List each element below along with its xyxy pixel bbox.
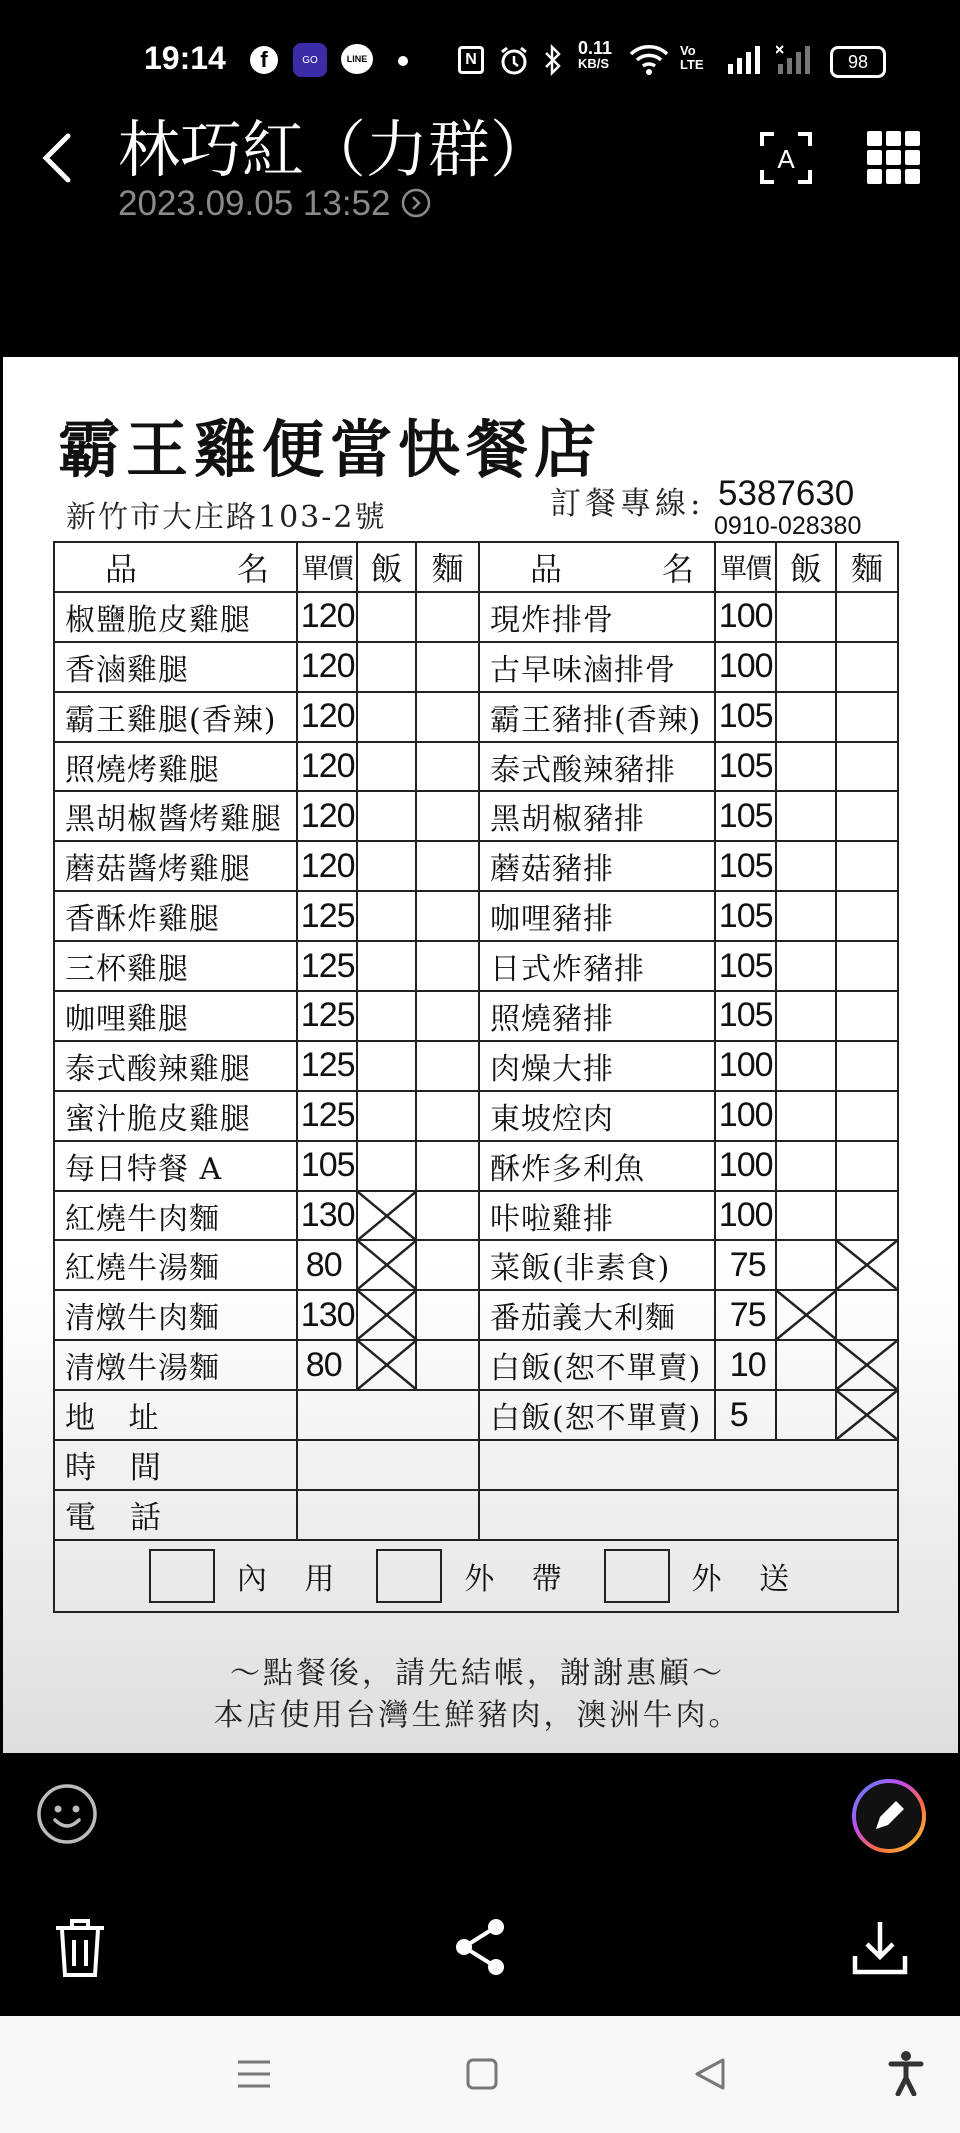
option-label: 外 帶: [464, 1561, 576, 1597]
item-price: 100: [715, 1041, 776, 1091]
menu-row: [54, 1290, 898, 1340]
noodle-cell: [416, 1041, 479, 1091]
item-name: 香酥炸雞腿: [54, 891, 297, 941]
rice-cell: [776, 742, 837, 792]
item-price: 125: [297, 891, 357, 941]
noodle-cell: [836, 642, 898, 692]
item-price: 125: [297, 1041, 357, 1091]
info-value-address: [297, 1390, 479, 1440]
footer-line-1: ～點餐後，請先結帳，謝謝惠顧～: [230, 1656, 725, 1691]
item-price: 105: [715, 841, 776, 891]
info-row-phone: [54, 1490, 898, 1540]
noodle-cell: [416, 1340, 479, 1390]
emoji-icon: [35, 1782, 99, 1846]
rice-cell: [357, 1141, 417, 1191]
item-name: 清燉牛湯麵: [54, 1340, 297, 1390]
rice-cell: [357, 692, 417, 742]
noodle-cell: [416, 742, 479, 792]
item-name: 蘑菇醬烤雞腿: [54, 841, 297, 891]
item-name: 霸王雞腿(香辣): [54, 692, 297, 742]
item-name: 照燒豬排: [479, 991, 715, 1041]
download-button[interactable]: [850, 1916, 910, 1978]
info-value-phone: [297, 1490, 479, 1540]
rice-cell: [357, 1240, 417, 1290]
noodle-cell: [836, 1191, 898, 1241]
item-price: 100: [715, 592, 776, 642]
noodle-cell: [416, 991, 479, 1041]
noodle-cell: [836, 891, 898, 941]
edit-button[interactable]: [850, 1777, 928, 1855]
noodle-cell: [416, 1191, 479, 1241]
menu-row: [54, 592, 898, 642]
noodle-cell: [416, 791, 479, 841]
item-price: 100: [715, 1141, 776, 1191]
system-back-button[interactable]: [688, 2052, 732, 2096]
rice-cell: [776, 891, 837, 941]
grid-view-button[interactable]: [866, 130, 922, 186]
net-speed-value: 0.11: [578, 38, 613, 58]
bluetooth-icon: [542, 44, 564, 80]
cross-mark: [358, 1241, 416, 1289]
noodle-cell: [836, 841, 898, 891]
edit-icon: [850, 1777, 928, 1855]
menu-row: [54, 742, 898, 792]
page-title: 林巧紅（力群）: [118, 113, 553, 186]
item-price: 120: [297, 841, 357, 891]
item-name: 蘑菇豬排: [479, 841, 715, 891]
header-name-b: 名: [237, 549, 270, 588]
status-bar: [0, 0, 960, 100]
info-label-time: 時 間: [54, 1440, 297, 1490]
noodle-cell: [416, 841, 479, 891]
net-speed-unit: KB/S: [578, 56, 610, 71]
menu-row: [54, 1390, 898, 1440]
item-name: 黑胡椒豬排: [479, 791, 715, 841]
header-name-a: 品: [529, 549, 562, 588]
item-name: 東坡焢肉: [479, 1091, 715, 1141]
rice-cell: [776, 1240, 837, 1290]
item-price: 75: [715, 1290, 776, 1340]
noodle-cell: [836, 1390, 898, 1440]
delete-button[interactable]: [52, 1916, 108, 1980]
item-price: 105: [715, 891, 776, 941]
noodle-cell: [416, 941, 479, 991]
rice-cell: [776, 1290, 837, 1340]
item-price: 125: [297, 991, 357, 1041]
item-price: 105: [297, 1141, 357, 1191]
item-name: 三杯雞腿: [54, 941, 297, 991]
scan-text-icon: [758, 130, 814, 186]
item-price: 125: [297, 941, 357, 991]
option-dine-in: [149, 1549, 349, 1603]
header-name-a: 品: [105, 549, 138, 588]
back-icon: [693, 2056, 727, 2092]
menu-row: [54, 1091, 898, 1141]
item-price: 105: [715, 991, 776, 1041]
header-name-right: [479, 542, 715, 592]
item-price: 105: [715, 742, 776, 792]
svg-text:A: A: [777, 144, 795, 174]
timestamp-text: 2023.09.05 13:52: [118, 184, 391, 223]
net-speed: [578, 40, 612, 72]
menu-row: [54, 841, 898, 891]
rice-cell: [357, 791, 417, 841]
checkbox: [376, 1549, 442, 1603]
rice-cell: [776, 941, 837, 991]
item-price: 105: [715, 791, 776, 841]
noodle-cell: [416, 1141, 479, 1191]
item-name: 紅燒牛湯麵: [54, 1240, 297, 1290]
item-price: 130: [297, 1191, 357, 1241]
status-time: 19:14: [144, 40, 226, 76]
menu-body: [54, 542, 898, 1612]
rice-cell: [357, 1340, 417, 1390]
item-name: 清燉牛肉麵: [54, 1290, 297, 1340]
item-price: 120: [297, 692, 357, 742]
header-rice: 飯: [776, 542, 837, 592]
rice-cell: [776, 1091, 837, 1141]
rice-cell: [357, 642, 417, 692]
header-noodle: 麵: [836, 542, 898, 592]
noodle-cell: [836, 1091, 898, 1141]
info-label-address: 地 址: [54, 1390, 297, 1440]
checkbox: [149, 1549, 215, 1603]
shop-address: 新竹市大庄路103-2號: [66, 500, 387, 535]
shop-name: 霸王雞便當快餐店: [58, 413, 603, 486]
menu-row: [54, 1340, 898, 1390]
item-price: 80: [297, 1240, 357, 1290]
rice-cell: [357, 941, 417, 991]
home-button[interactable]: [460, 2052, 504, 2096]
rice-cell: [357, 592, 417, 642]
menu-row: [54, 642, 898, 692]
menu-row: [54, 692, 898, 742]
noodle-cell: [836, 692, 898, 742]
menu-row: [54, 1191, 898, 1241]
emoji-button[interactable]: [34, 1781, 100, 1847]
menu-row: [54, 1041, 898, 1091]
noodle-cell: [416, 642, 479, 692]
noodle-cell: [416, 891, 479, 941]
rice-cell: [357, 841, 417, 891]
cross-mark: [358, 1192, 416, 1240]
menu-row: [54, 941, 898, 991]
item-name: 泰式酸辣豬排: [479, 742, 715, 792]
delete-icon: [54, 1918, 106, 1978]
option-label: 外 送: [691, 1561, 804, 1597]
noodle-cell: [836, 941, 898, 991]
noodle-cell: [416, 692, 479, 742]
item-price: 125: [297, 1091, 357, 1141]
item-name: 酥炸多利魚: [479, 1141, 715, 1191]
header-row: [54, 542, 898, 592]
noodle-cell: [836, 742, 898, 792]
signal-icon: [726, 44, 764, 78]
item-name: 咔啦雞排: [479, 1191, 715, 1241]
menu-row: [54, 791, 898, 841]
menu-row: [54, 1141, 898, 1191]
item-name: 肉燥大排: [479, 1041, 715, 1091]
rice-cell: [776, 592, 837, 642]
dot-icon: [398, 56, 408, 66]
rice-cell: [357, 742, 417, 792]
noodle-cell: [836, 1240, 898, 1290]
noodle-cell: [416, 1091, 479, 1141]
noodle-cell: [836, 991, 898, 1041]
rice-cell: [357, 891, 417, 941]
item-price: 75: [715, 1240, 776, 1290]
item-name: 每日特餐 A: [54, 1141, 297, 1191]
home-icon: [465, 2057, 499, 2091]
noodle-cell: [836, 1141, 898, 1191]
text-recognition-button[interactable]: [756, 128, 816, 188]
rice-cell: [776, 1191, 837, 1241]
battery-icon: 98: [830, 46, 886, 78]
cross-mark: [358, 1341, 416, 1389]
item-name: 白飯(恕不單賣): [479, 1390, 715, 1440]
option-delivery: [604, 1549, 804, 1603]
options-row: [54, 1540, 898, 1612]
rice-cell: [357, 1041, 417, 1091]
header-price: 單價: [715, 542, 776, 592]
item-name: 黑胡椒醬烤雞腿: [54, 791, 297, 841]
cross-mark: [837, 1241, 897, 1289]
item-name: 泰式酸辣雞腿: [54, 1041, 297, 1091]
item-price: 120: [297, 742, 357, 792]
rice-cell: [776, 1041, 837, 1091]
chevron-left-icon: [40, 132, 72, 184]
noodle-cell: [836, 1290, 898, 1340]
share-button[interactable]: [450, 1917, 510, 1977]
item-price: 120: [297, 592, 357, 642]
item-name: 菜飯(非素食): [479, 1240, 715, 1290]
happygo-icon: GO: [293, 43, 327, 77]
cross-mark: [777, 1291, 836, 1339]
menu-row: [54, 891, 898, 941]
item-name: 古早味滷排骨: [479, 642, 715, 692]
header-name-b: 名: [661, 549, 694, 588]
info-row-time: [54, 1440, 898, 1490]
noodle-cell: [836, 592, 898, 642]
item-price: 100: [715, 1191, 776, 1241]
rice-cell: [357, 1191, 417, 1241]
item-name: 香滷雞腿: [54, 642, 297, 692]
item-price: 120: [297, 642, 357, 692]
page-subtitle[interactable]: [118, 184, 432, 224]
cross-mark: [358, 1291, 416, 1339]
header-noodle: 麵: [416, 542, 479, 592]
item-name: 現炸排骨: [479, 592, 715, 642]
item-name: 蜜汁脆皮雞腿: [54, 1091, 297, 1141]
item-price: 100: [715, 642, 776, 692]
item-name: 椒鹽脆皮雞腿: [54, 592, 297, 642]
info-value-time: [297, 1440, 479, 1490]
item-price: 100: [715, 1091, 776, 1141]
menu-icon: [236, 2058, 272, 2090]
noodle-cell: [836, 1041, 898, 1091]
rice-cell: [776, 991, 837, 1041]
back-button[interactable]: [36, 128, 76, 188]
option-label: 內 用: [236, 1561, 349, 1597]
item-price: 130: [297, 1290, 357, 1340]
item-name: 咖哩雞腿: [54, 991, 297, 1041]
rice-cell: [357, 991, 417, 1041]
item-price: 105: [715, 692, 776, 742]
rice-cell: [776, 1340, 837, 1390]
item-name: 番茄義大利麵: [479, 1290, 715, 1340]
header-name-left: [54, 542, 297, 592]
share-icon: [452, 1917, 508, 1977]
item-name: 紅燒牛肉麵: [54, 1191, 297, 1241]
info-value-phone-right: [479, 1490, 898, 1540]
noodle-cell: [416, 1240, 479, 1290]
volte-icon: Vo LTE: [680, 43, 704, 72]
order-mobile: 0910-028380: [714, 512, 862, 540]
noodle-cell: [836, 791, 898, 841]
chevron-circle-icon: [400, 187, 432, 219]
facebook-icon: f: [250, 46, 278, 74]
noodle-cell: [416, 1290, 479, 1340]
download-icon: [851, 1918, 909, 1976]
info-label-phone: 電 話: [54, 1490, 297, 1540]
item-price: 105: [715, 941, 776, 991]
cross-mark: [837, 1341, 897, 1389]
footer-line-2: 本店使用台灣生鮮豬肉，澳洲牛肉。: [213, 1698, 742, 1733]
info-value-time-right: [479, 1440, 898, 1490]
menu-row: [54, 1240, 898, 1290]
rice-cell: [776, 1390, 837, 1440]
rice-cell: [776, 692, 837, 742]
rice-cell: [776, 642, 837, 692]
signal-icon-2: [776, 44, 814, 78]
noodle-cell: [416, 592, 479, 642]
line-icon: LINE: [341, 44, 373, 74]
menu-table: [53, 541, 899, 1613]
item-name: 白飯(恕不單賣): [479, 1340, 715, 1390]
wifi-icon: [628, 42, 670, 80]
nfc-icon: N: [458, 46, 484, 74]
item-name: 霸王豬排(香辣): [479, 692, 715, 742]
item-name: 日式炸豬排: [479, 941, 715, 991]
rice-cell: [357, 1290, 417, 1340]
header-rice: 飯: [357, 542, 417, 592]
accessibility-icon: [888, 2050, 924, 2096]
rice-cell: [776, 791, 837, 841]
accessibility-button[interactable]: [884, 2048, 928, 2098]
item-price: 10: [715, 1340, 776, 1390]
checkbox: [604, 1549, 670, 1603]
option-takeout: [376, 1549, 576, 1603]
navigation-bar: [0, 2016, 960, 2133]
rice-cell: [357, 1091, 417, 1141]
item-price: 120: [297, 791, 357, 841]
header-price: 單價: [297, 542, 357, 592]
order-phone: 5387630: [718, 474, 855, 513]
order-label: 訂餐專線:: [550, 486, 705, 522]
alarm-icon: [498, 44, 530, 80]
item-price: 80: [297, 1340, 357, 1390]
menu-row: [54, 991, 898, 1041]
cross-mark: [837, 1391, 897, 1439]
item-price: 5: [715, 1390, 776, 1440]
noodle-cell: [836, 1340, 898, 1390]
item-name: 照燒烤雞腿: [54, 742, 297, 792]
options-cell: [54, 1540, 898, 1612]
item-name: 咖哩豬排: [479, 891, 715, 941]
rice-cell: [776, 1141, 837, 1191]
recents-button[interactable]: [232, 2052, 276, 2096]
rice-cell: [776, 841, 837, 891]
grid-icon: [867, 131, 921, 185]
